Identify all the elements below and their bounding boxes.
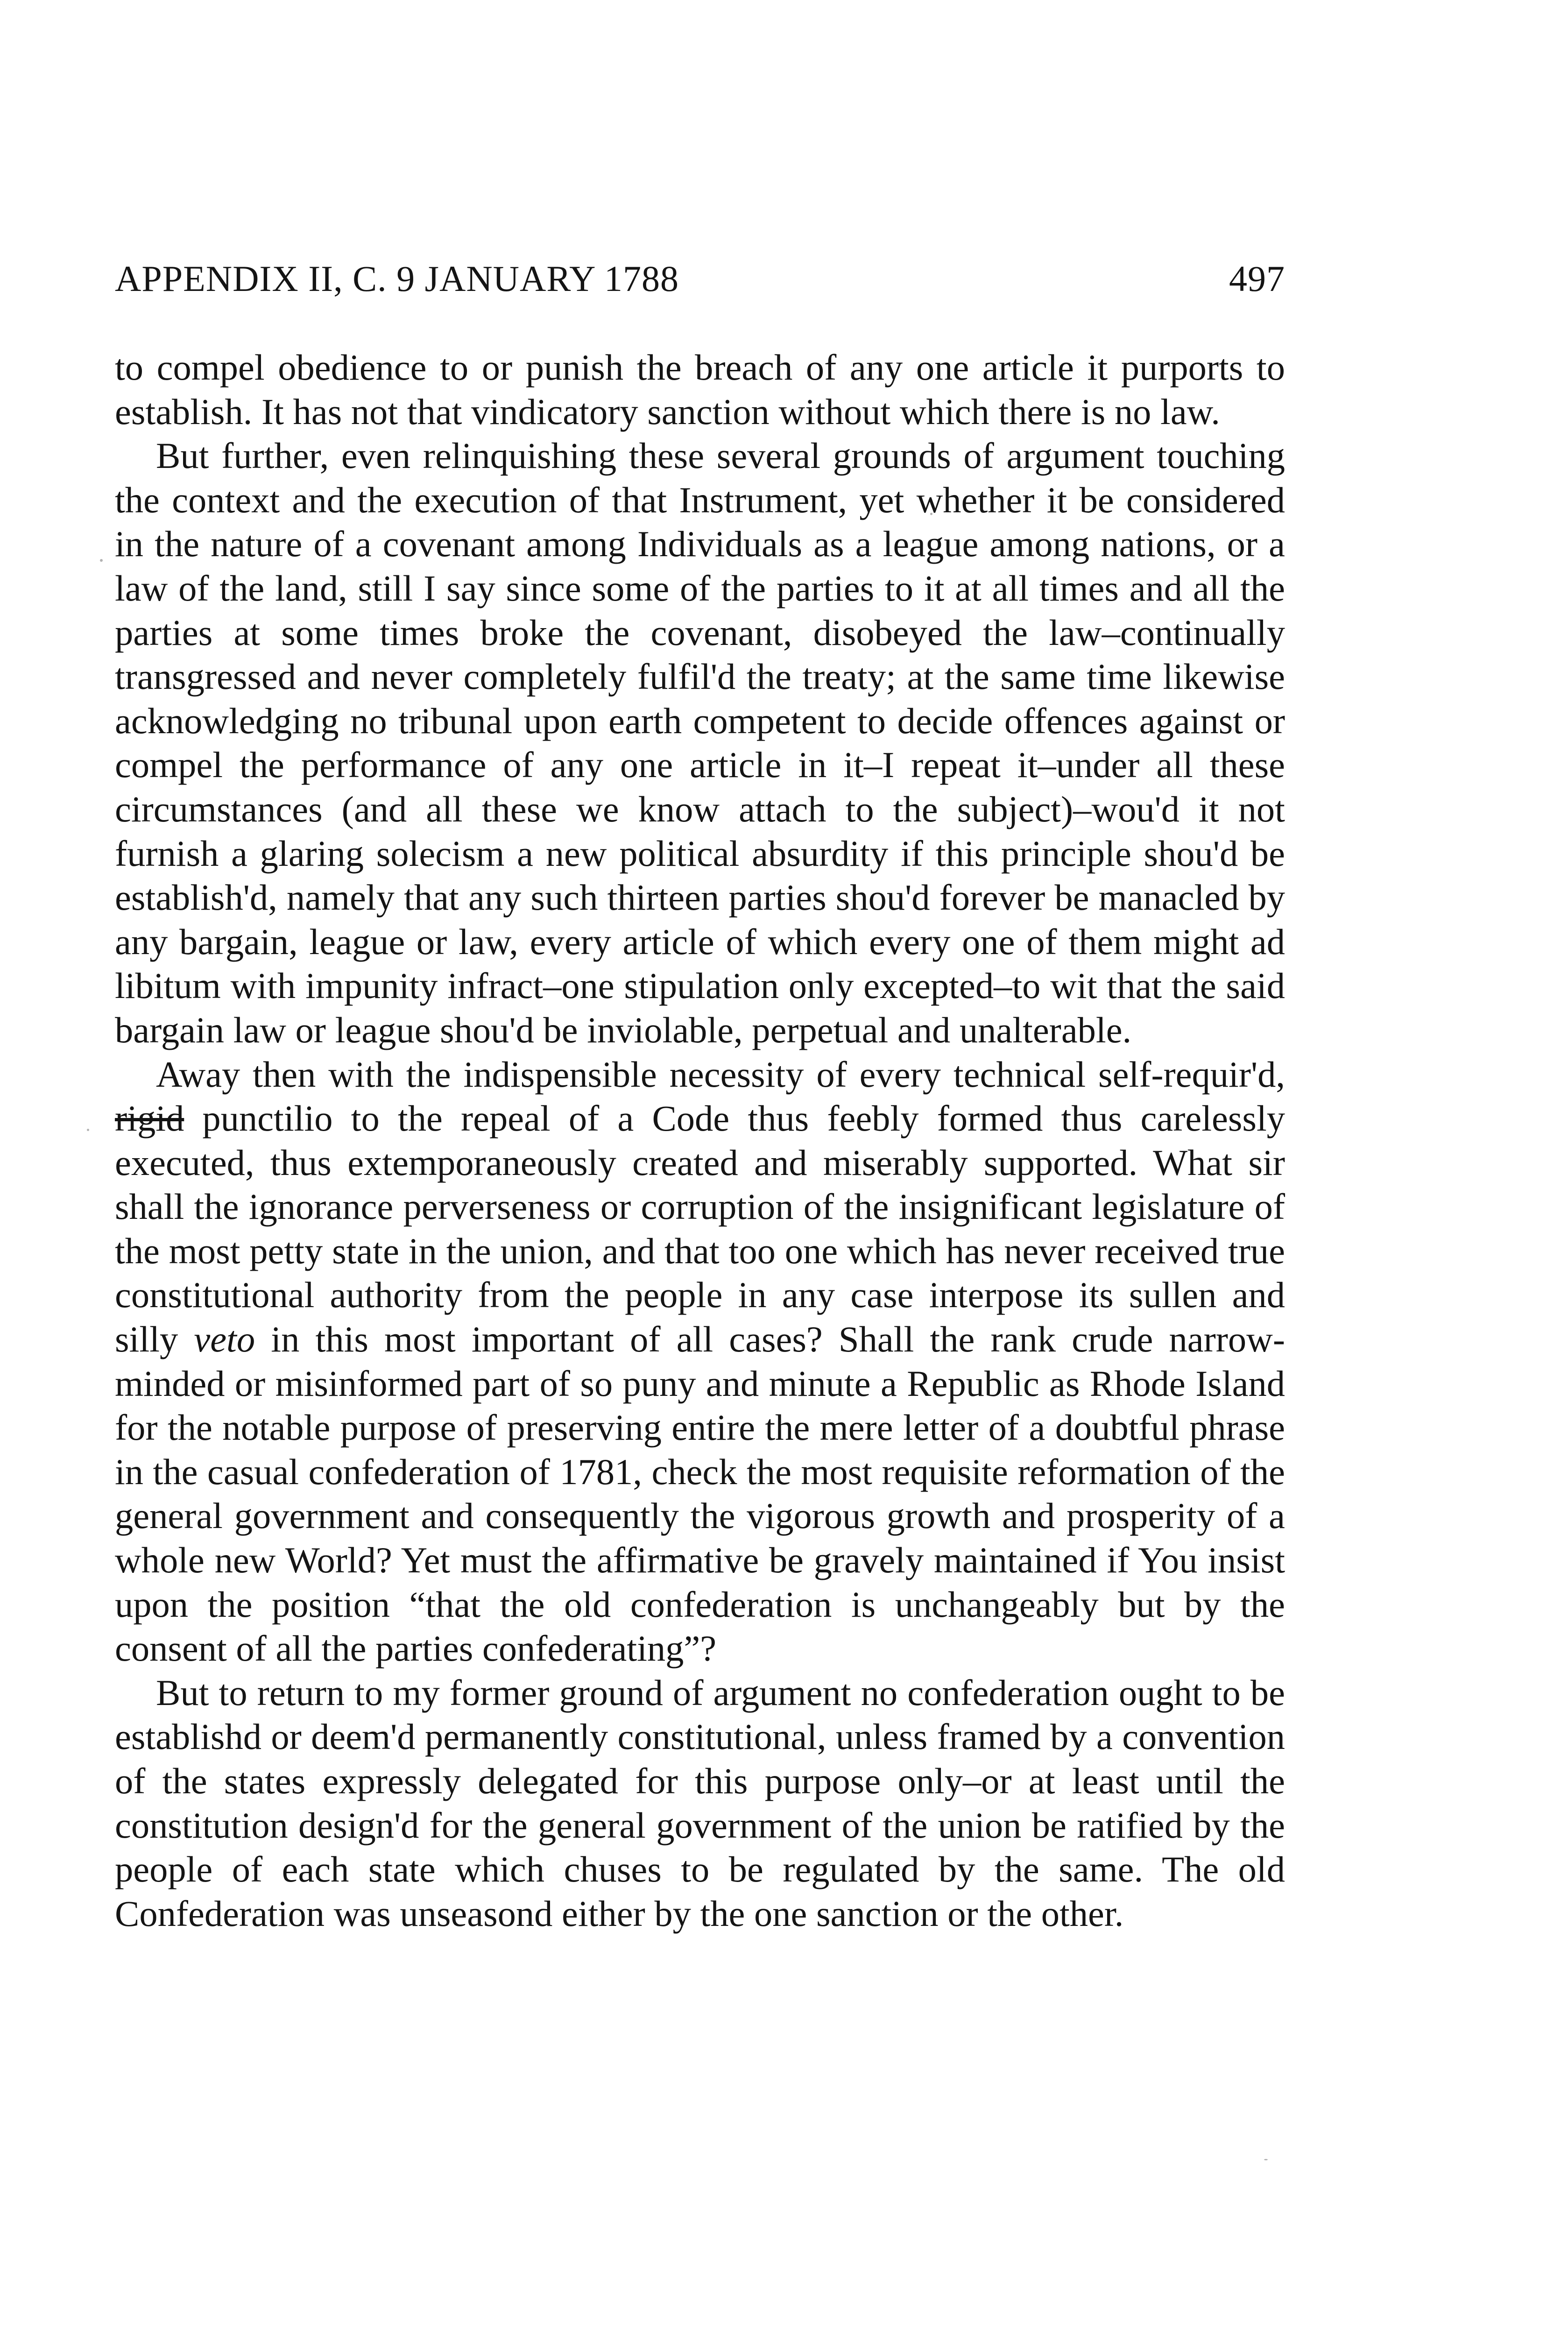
struck-word: rigid (115, 1098, 184, 1139)
ink-speck (87, 1129, 89, 1131)
paragraph-1: to compel obedience to or punish the breach of any one article it purports to establish. It has not that vindicatory sanction without which there is no law. (115, 347, 1285, 432)
ink-speck (930, 513, 932, 515)
ink-speck (1264, 2159, 1268, 2160)
paragraph-3-text-c: in this most important of all cases? Shall the rank crude narrow-minded or misinformed part of so puny and minute a Republic as Rhode Island for the notable purpose of preserving entire the mere letter of a doubtful phrase in the casual confederation of 1781, check the most requisite reformation of the general government and consequently the vigorous growth and prosperity of a whole new World? Yet must the affirmative be gravely maintained if You insist upon the position “that the old confederation is unchangeably but by the consent of all the parties confederating”? (115, 1319, 1285, 1669)
running-head (115, 258, 1285, 309)
italic-word: veto (194, 1319, 255, 1360)
paragraph-3-text-b: punctilio to the repeal of a Code thus feebly formed thus carelessly executed, thus extemporaneously created and miserably supported. What sir shall the ignorance perverseness or corruption of the insignificant legislature of the most petty state in the union, and that too one which has never received true constitutional authority from the people in any case interpose its sullen and silly (115, 1098, 1285, 1360)
paragraph-3-text-a: Away then with the indispensible necessity of every technical self-requir'd, (156, 1054, 1285, 1095)
paragraph-2: But further, even relinquishing these several grounds of argument touching the context and the execution of that Instrument, yet whether it be considered in the nature of a covenant among Individuals as a league among nations, or a law of the land, still I say since some of the parties to it at all times and all the parties at some times broke the covenant, disobeyed the law–continually transgressed and never completely fulfil'd the treaty; at the same time likewise acknowledging no tribunal upon earth competent to decide offences against or compel the performance of any one article in it–I repeat it–under all these circumstances (and all these we know attach to the subject)–wou'd it not furnish a glaring solecism a new political absurdity if this principle shou'd be establish'd, namely that any such thirteen parties shou'd forever be manacled by any bargain, league or law, every article of which every one of them might ad libitum with impunity infract–one stipulation only excepted–to wit that the said bargain law or league shou'd be inviolable, perpetual and unalterable. (115, 435, 1285, 1050)
paragraph-3 (115, 1053, 1285, 1671)
paragraph-4: But to return to my former ground of argument no confederation ought to be establishd or deem'd permanently constitutional, unless framed by a convention of the states expressly delegated for this purpose only–or at least until the constitution design'd for the general government of the union be ratified by the people of each state which chuses to be regulated by the same. The old Confederation was unseasond either by the one sanction or the other. (115, 1672, 1285, 1934)
ink-speck (100, 559, 103, 562)
page-number: 497 (1229, 258, 1285, 299)
running-title: APPENDIX II, C. 9 JANUARY 1788 (115, 258, 679, 299)
body-text (115, 346, 1285, 1936)
